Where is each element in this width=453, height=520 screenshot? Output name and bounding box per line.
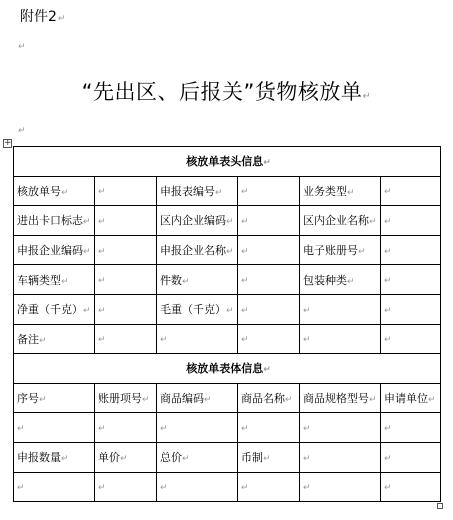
field-label-cell [157,206,238,236]
field-value-cell[interactable] [238,206,300,236]
section-title-text: 核放单表头信息 [186,155,264,169]
paragraph-mark-icon: ↵ [303,453,311,464]
cell-text: 进出卡口标志 [17,214,83,228]
cell-text: 核放单号 [17,184,61,198]
field-label-cell [300,383,381,413]
field-label-cell [95,383,157,413]
paragraph-mark-icon: ↵ [362,91,372,102]
paragraph-mark-icon: ↵ [303,335,311,346]
paragraph-mark-icon: ↵ [226,306,234,317]
field-value-cell[interactable] [157,472,238,502]
field-value-cell[interactable] [238,324,300,354]
paragraph-mark-icon: ↵ [160,424,168,435]
paragraph-mark-icon: ↵ [17,424,25,435]
paragraph-mark-icon: ↵ [263,365,271,376]
paragraph-mark-icon: ↵ [428,395,436,406]
cell-text: 申报企业名称 [160,244,226,258]
document-title [0,76,453,106]
cell-text: 业务类型 [303,184,347,198]
cell-text: 申报企业编码 [17,244,83,258]
cell-text: 备注 [17,332,39,346]
paragraph-mark-icon: ↵ [98,424,106,435]
field-label-cell [14,324,95,354]
paragraph-mark-icon: ↵ [384,276,392,287]
cell-text: 包装种类 [303,273,347,287]
cell-text: 申请单位 [384,392,428,406]
field-label-cell [14,442,95,472]
paragraph-mark-icon: ↵ [263,158,271,169]
paragraph-mark-icon: ↵ [83,306,91,317]
paragraph-mark-icon: ↵ [241,246,249,257]
paragraph-mark-icon: ↵ [369,395,377,406]
paragraph-mark-icon: ↵ [384,424,392,435]
cell-text: 车辆类型 [17,273,61,287]
cell-text: 账册项号 [98,392,142,406]
paragraph-mark-icon: ↵ [347,187,355,198]
cell-text: 总价 [160,451,182,465]
table-row [14,294,441,324]
paragraph-mark-icon: ↵ [384,216,392,227]
field-value-cell[interactable] [300,442,381,472]
paragraph-mark-icon: ↵ [98,305,106,316]
cell-text: 区内企业名称 [303,214,369,228]
field-value-cell[interactable] [95,324,157,354]
field-label-cell [300,206,381,236]
field-value-cell[interactable] [14,413,95,443]
table-row [14,472,441,502]
table-row [14,235,441,265]
field-label-cell [238,442,300,472]
field-value-cell[interactable] [238,265,300,295]
paragraph-mark-icon: ↵ [83,217,91,228]
section-title [14,354,441,384]
paragraph-mark-icon: ↵ [142,395,150,406]
field-label-cell [238,383,300,413]
cell-text: 件数 [160,273,182,287]
field-value-cell[interactable] [381,442,441,472]
field-value-cell[interactable] [95,176,157,206]
field-label-cell [157,176,238,206]
field-label-cell [157,294,238,324]
paragraph-mark-icon: ↵ [17,483,25,494]
paragraph-mark-icon: ↵ [347,276,355,287]
field-value-cell[interactable] [381,413,441,443]
paragraph-mark-icon: ↵ [303,424,311,435]
paragraph-mark-icon: ↵ [98,483,106,494]
table-row [14,383,441,413]
cell-text: 净重（千克） [17,303,83,317]
field-label-cell [14,235,95,265]
paragraph-mark-icon: ↵ [241,216,249,227]
table-row [14,442,441,472]
section-header-row [14,147,441,177]
paragraph-mark-icon: ↵ [384,483,392,494]
table-row [14,413,441,443]
cell-text: 毛重（千克） [160,303,226,317]
field-value-cell[interactable] [381,324,441,354]
paragraph-mark-icon: ↵ [98,246,106,257]
cell-text: 区内企业编码 [160,214,226,228]
field-value-cell[interactable] [381,176,441,206]
field-label-cell [381,383,441,413]
field-value-cell[interactable] [300,324,381,354]
field-label-cell [157,383,238,413]
field-label-cell [157,265,238,295]
field-label-cell [14,265,95,295]
paragraph-mark-icon: ↵ [303,483,311,494]
paragraph-mark-icon: ↵ [57,14,66,24]
paragraph-mark-icon: ↵ [384,453,392,464]
field-value-cell[interactable] [300,413,381,443]
cell-text: 单价 [98,451,120,465]
cell-text: 申报表编号 [160,184,215,198]
paragraph-mark-icon: ↵ [263,454,271,465]
paragraph-mark-icon: ↵ [241,187,249,198]
table-move-handle-icon[interactable]: + [4,138,12,148]
field-value-cell[interactable] [95,472,157,502]
field-label-cell [14,206,95,236]
paragraph-mark-icon: ↵ [215,187,223,198]
table-row [14,265,441,295]
paragraph-mark-icon: ↵ [241,276,249,287]
paragraph-mark-icon: ↵ [384,246,392,257]
paragraph-mark-icon: ↵ [358,247,366,258]
section-title [14,147,441,177]
field-value-cell[interactable] [238,413,300,443]
field-value-cell[interactable] [95,206,157,236]
annex-text: 附件2 [20,9,57,25]
field-value-cell[interactable] [157,324,238,354]
cell-text: 申报数量 [17,451,61,465]
paragraph-mark-icon: ↵ [18,42,26,52]
field-value-cell[interactable] [95,294,157,324]
paragraph-mark-icon: ↵ [241,305,249,316]
field-value-cell[interactable] [300,294,381,324]
paragraph-mark-icon: ↵ [241,483,249,494]
field-label-cell [300,265,381,295]
field-label-cell [157,442,238,472]
paragraph-mark-icon: ↵ [61,276,69,287]
table-row [14,206,441,236]
field-label-cell [157,235,238,265]
paragraph-mark-icon: ↵ [98,276,106,287]
paragraph-mark-icon: ↵ [83,247,91,258]
field-value-cell[interactable] [238,235,300,265]
paragraph-mark-icon: ↵ [369,217,377,228]
cell-text: 币制 [241,451,263,465]
paragraph-mark-icon: ↵ [241,424,249,435]
cell-text: 序号 [17,392,39,406]
paragraph-mark-icon: ↵ [241,335,249,346]
annex-label [20,6,65,26]
field-value-cell[interactable] [238,472,300,502]
paragraph-mark-icon: ↵ [226,247,234,258]
paragraph-mark-icon: ↵ [384,187,392,198]
paragraph-mark-icon: ↵ [98,335,106,346]
paragraph-mark-icon: ↵ [39,335,47,346]
table-row [14,176,441,206]
release-form-table [13,146,441,502]
paragraph-mark-icon: ↵ [384,335,392,346]
field-value-cell[interactable] [95,265,157,295]
field-value-cell[interactable] [300,472,381,502]
field-value-cell[interactable] [14,472,95,502]
paragraph-mark-icon: ↵ [39,395,47,406]
cell-text: 电子账册号 [303,244,358,258]
table-row [14,324,441,354]
paragraph-mark-icon: ↵ [98,216,106,227]
field-value-cell[interactable] [95,413,157,443]
field-label-cell [14,383,95,413]
cell-text: 商品编码 [160,392,204,406]
paragraph-mark-icon: ↵ [61,187,69,198]
field-value-cell[interactable] [381,235,441,265]
paragraph-mark-icon: ↵ [182,454,190,465]
field-label-cell [300,176,381,206]
paragraph-mark-icon: ↵ [226,217,234,228]
field-value-cell[interactable] [95,235,157,265]
paragraph-mark-icon: ↵ [384,305,392,316]
field-label-cell [14,176,95,206]
field-label-cell [300,235,381,265]
paragraph-mark-icon: ↵ [160,335,168,346]
section-header-row [14,354,441,384]
field-value-cell[interactable] [381,294,441,324]
field-value-cell[interactable] [238,176,300,206]
paragraph-mark-icon: ↵ [98,187,106,198]
table-resize-handle-icon[interactable] [437,503,443,509]
field-value-cell[interactable] [381,472,441,502]
paragraph-mark-icon: ↵ [182,276,190,287]
section-title-text: 核放单表体信息 [186,362,264,376]
field-value-cell[interactable] [238,294,300,324]
field-value-cell[interactable] [381,206,441,236]
paragraph-mark-icon: ↵ [285,395,293,406]
field-value-cell[interactable] [381,265,441,295]
paragraph-mark-icon: ↵ [18,126,26,136]
cell-text: 商品名称 [241,392,285,406]
field-label-cell [14,294,95,324]
paragraph-mark-icon: ↵ [61,454,69,465]
field-label-cell [95,442,157,472]
field-value-cell[interactable] [157,413,238,443]
paragraph-mark-icon: ↵ [160,483,168,494]
document-title-text: “先出区、后报关”货物核放单 [81,80,363,104]
paragraph-mark-icon: ↵ [204,395,212,406]
paragraph-mark-icon: ↵ [120,454,128,465]
cell-text: 商品规格型号 [303,392,369,406]
paragraph-mark-icon: ↵ [303,305,311,316]
